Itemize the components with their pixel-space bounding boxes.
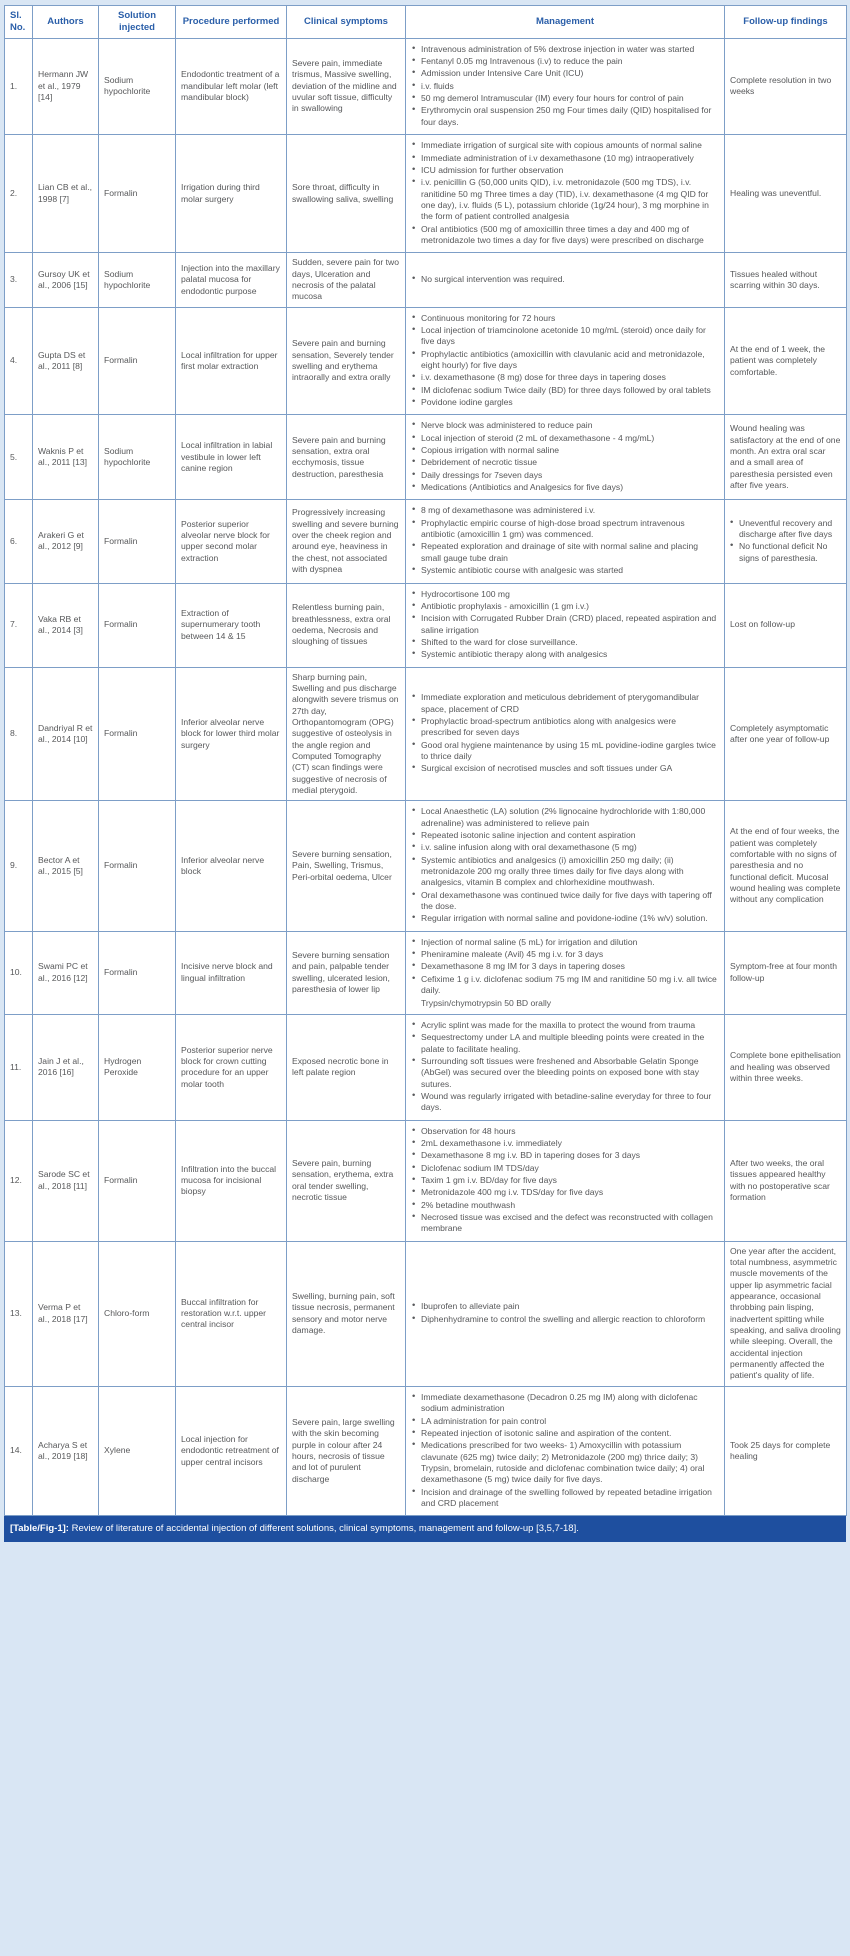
cell-clinical-symptoms: Exposed necrotic bone in left palate region xyxy=(287,1014,406,1120)
management-item: • Systemic antibiotic course with analgesic was started xyxy=(412,565,718,576)
cell-procedure-performed: Infiltration into the buccal mucosa for incisional biopsy xyxy=(176,1120,287,1241)
management-list xyxy=(412,274,718,285)
cell-solution-injected: Sodium hypochlorite xyxy=(99,38,176,134)
management-item: • 2mL dexamethasone i.v. immediately xyxy=(412,1138,718,1149)
cell-authors: Vaka RB et al., 2014 [3] xyxy=(33,583,99,667)
management-item: • Local injection of triamcinolone acetonide 10 mg/mL (steroid) once daily for five days xyxy=(412,325,718,348)
cell-management xyxy=(406,500,725,583)
management-list xyxy=(412,44,718,128)
cell-followup-findings xyxy=(725,135,847,253)
management-list xyxy=(412,692,718,774)
cell-procedure-performed: Injection into the maxillary palatal mucosa for endodontic purpose xyxy=(176,253,287,307)
management-list xyxy=(412,140,718,246)
management-item: • Shifted to the ward for close surveillance. xyxy=(412,637,718,648)
management-list xyxy=(412,1301,718,1325)
cell-followup-findings xyxy=(725,1014,847,1120)
cell-procedure-performed: Incisive nerve block and lingual infiltration xyxy=(176,931,287,1014)
table-row xyxy=(5,1241,847,1386)
cell-followup-findings xyxy=(725,583,847,667)
cell-sl-no: 13. xyxy=(5,1241,33,1386)
followup-text: At the end of four weeks, the patient was completely comfortable with no signs of paresthesia and no functional deficit. Mucosal wound healing was complete without any complication xyxy=(730,826,841,905)
management-item: • Surgical excision of necrotised muscles and soft tissues under GA xyxy=(412,763,718,774)
followup-text: After two weeks, the oral tissues appeared healthy with no postoperative scar formation xyxy=(730,1157,830,1202)
cell-procedure-performed: Buccal infiltration for restoration w.r.t. upper central incisor xyxy=(176,1241,287,1386)
followup-text: Symptom-free at four month follow-up xyxy=(730,961,837,983)
cell-management xyxy=(406,931,725,1014)
cell-clinical-symptoms: Swelling, burning pain, soft tissue necrosis, permanent sensory and motor nerve damage. xyxy=(287,1241,406,1386)
cell-solution-injected: Formalin xyxy=(99,583,176,667)
management-item: • Systemic antibiotics and analgesics (i) amoxicillin 250 mg daily; (ii) metronidazole 200 mg orally three times daily for five days along with analgesics, vitamin B complex and chlorhexidine mouthwash. xyxy=(412,855,718,889)
cell-clinical-symptoms: Severe pain, large swelling with the skin becoming purple in colour after 24 hours, necrosis of tissue and lot of purulent discharge xyxy=(287,1386,406,1515)
cell-sl-no: 2. xyxy=(5,135,33,253)
cell-clinical-symptoms: Severe pain, immediate trismus, Massive swelling, deviation of the midline and uvular soft tissue, difficulty in swallowing xyxy=(287,38,406,134)
management-item: • Continuous monitoring for 72 hours xyxy=(412,313,718,324)
cell-management xyxy=(406,415,725,500)
cell-solution-injected: Formalin xyxy=(99,931,176,1014)
cell-procedure-performed: Endodontic treatment of a mandibular left molar (left mandibular block) xyxy=(176,38,287,134)
management-item: • Oral antibiotics (500 mg of amoxicillin three times a day and 400 mg of metronidazole two times a day for five days) were prescribed on discharge xyxy=(412,224,718,247)
column-header: Follow-up findings xyxy=(725,6,847,39)
management-item: • Sequestrectomy under LA and multiple bleeding points were created in the palate to facilitate healing. xyxy=(412,1032,718,1055)
cell-authors: Arakeri G et al., 2012 [9] xyxy=(33,500,99,583)
table-row xyxy=(5,307,847,415)
column-header: Clinical symptoms xyxy=(287,6,406,39)
cell-followup-findings xyxy=(725,415,847,500)
management-item: • Admission under Intensive Care Unit (ICU) xyxy=(412,68,718,79)
cell-authors: Swami PC et al., 2016 [12] xyxy=(33,931,99,1014)
cell-clinical-symptoms: Sudden, severe pain for two days, Ulceration and necrosis of the palatal mucosa xyxy=(287,253,406,307)
cell-followup-findings xyxy=(725,500,847,583)
management-item: • Dexamethasone 8 mg IM for 3 days in tapering doses xyxy=(412,961,718,972)
cell-followup-findings xyxy=(725,1241,847,1386)
cell-sl-no: 8. xyxy=(5,667,33,801)
table-row xyxy=(5,135,847,253)
cell-procedure-performed: Irrigation during third molar surgery xyxy=(176,135,287,253)
management-item: • i.v. fluids xyxy=(412,81,718,92)
cell-management xyxy=(406,38,725,134)
cell-solution-injected: Xylene xyxy=(99,1386,176,1515)
cell-sl-no: 11. xyxy=(5,1014,33,1120)
management-item: • Taxim 1 gm i.v. BD/day for five days xyxy=(412,1175,718,1186)
cell-procedure-performed: Posterior superior nerve block for crown cutting procedure for an upper molar tooth xyxy=(176,1014,287,1120)
cell-solution-injected: Formalin xyxy=(99,135,176,253)
management-item: • Copious irrigation with normal saline xyxy=(412,445,718,456)
cell-followup-findings xyxy=(725,801,847,931)
management-item: • Good oral hygiene maintenance by using 15 mL povidine-iodine gargles twice to thrice daily xyxy=(412,740,718,763)
management-item: • Pheniramine maleate (Avil) 45 mg i.v. for 3 days xyxy=(412,949,718,960)
cell-followup-findings xyxy=(725,931,847,1014)
cell-solution-injected: Formalin xyxy=(99,1120,176,1241)
management-item: • Surrounding soft tissues were freshened and Absorbable Gelatin Sponge (AbGel) was secured over the bleeding points on exposed bone with stay sutures. xyxy=(412,1056,718,1090)
cell-clinical-symptoms: Relentless burning pain, breathlessness, extra oral oedema, Necrosis and sloughing of tissues xyxy=(287,583,406,667)
followup-text: Lost on follow-up xyxy=(730,619,795,630)
followup-text: Healing was uneventful. xyxy=(730,188,822,199)
table-caption-text: Review of literature of accidental injection of different solutions, clinical symptoms, management and follow-up [3,5,7-18]. xyxy=(68,1523,579,1535)
table-row xyxy=(5,1120,847,1241)
management-item: • 8 mg of dexamethasone was administered i.v. xyxy=(412,505,718,516)
cell-management xyxy=(406,1386,725,1515)
header-row xyxy=(5,6,847,39)
management-item: • Wound was regularly irrigated with betadine-saline everyday for three to four days. xyxy=(412,1091,718,1114)
cell-authors: Dandriyal R et al., 2014 [10] xyxy=(33,667,99,801)
table-caption-label: [Table/Fig-1]: xyxy=(10,1523,69,1535)
column-header: Procedure performed xyxy=(176,6,287,39)
followup-item: • No functional deficit No signs of paresthesia. xyxy=(730,541,841,564)
management-item: • Antibiotic prophylaxis - amoxicillin (1 gm i.v.) xyxy=(412,601,718,612)
management-item: • Incision and drainage of the swelling followed by repeated betadine irrigation and CRD placement xyxy=(412,1487,718,1510)
cell-clinical-symptoms: Sharp burning pain, Swelling and pus discharge alongwith severe trismus on 27th day, Orthopantomogram (OPG) suggestive of osteolysis in the angle region and Computed Tomography (CT) scan findings were suggestive of necrosis of medial pterygoid. xyxy=(287,667,406,801)
cell-clinical-symptoms: Sore throat, difficulty in swallowing saliva, swelling xyxy=(287,135,406,253)
cell-sl-no: 5. xyxy=(5,415,33,500)
column-header: Sl. No. xyxy=(5,6,33,39)
management-item: • Prophylactic broad-spectrum antibiotics along with analgesics were prescribed for seven days xyxy=(412,716,718,739)
followup-text: Complete bone epithelisation and healing was observed within three weeks. xyxy=(730,1050,841,1083)
cell-sl-no: 9. xyxy=(5,801,33,931)
cell-sl-no: 7. xyxy=(5,583,33,667)
cell-clinical-symptoms: Severe burning sensation and pain, palpable tender swelling, ulcerated lesion, paresthesia of lower lip xyxy=(287,931,406,1014)
cell-management xyxy=(406,583,725,667)
cell-solution-injected: Hydrogen Peroxide xyxy=(99,1014,176,1120)
table-row xyxy=(5,583,847,667)
management-item: • Diphenhydramine to control the swelling and allergic reaction to chloroform xyxy=(412,1314,718,1325)
management-item: • i.v. penicillin G (50,000 units QID), i.v. metronidazole (500 mg TDS), i.v. ranitidine 50 mg Three times a day (TID), i.v. dexamethasone (4 mg QID for one day), i.v. fluids (5 L), potassium chloride (1g/24 hour), 3 mg morphine in the form of patient controlled analgesia xyxy=(412,177,718,222)
cell-procedure-performed: Inferior alveolar nerve block for lower third molar surgery xyxy=(176,667,287,801)
cell-authors: Jain J et al., 2016 [16] xyxy=(33,1014,99,1120)
cell-management xyxy=(406,1241,725,1386)
management-item: • Necrosed tissue was excised and the defect was reconstructed with collagen membrane xyxy=(412,1212,718,1235)
management-item: • Systemic antibiotic therapy along with analgesics xyxy=(412,649,718,660)
column-header: Authors xyxy=(33,6,99,39)
management-item: • Prophylactic empiric course of high-dose broad spectrum intravenous antibiotic (amoxicillin 1 gm) was commenced. xyxy=(412,518,718,541)
cell-authors: Gursoy UK et al., 2006 [15] xyxy=(33,253,99,307)
cell-solution-injected: Formalin xyxy=(99,500,176,583)
cell-sl-no: 10. xyxy=(5,931,33,1014)
cell-clinical-symptoms: Severe burning sensation, Pain, Swelling, Trismus, Peri-orbital oedema, Ulcer xyxy=(287,801,406,931)
cell-sl-no: 12. xyxy=(5,1120,33,1241)
cell-authors: Hermann JW et al., 1979 [14] xyxy=(33,38,99,134)
management-list xyxy=(412,589,718,661)
management-item: • i.v. dexamethasone (8 mg) dose for three days in tapering doses xyxy=(412,372,718,383)
management-item: • Daily dressings for 7seven days xyxy=(412,470,718,481)
cell-solution-injected: Sodium hypochlorite xyxy=(99,253,176,307)
cell-followup-findings xyxy=(725,38,847,134)
table-row xyxy=(5,500,847,583)
cell-management xyxy=(406,1120,725,1241)
management-item: • Immediate exploration and meticulous debridement of pterygomandibular space, placement of CRD xyxy=(412,692,718,715)
followup-text: Complete resolution in two weeks xyxy=(730,75,832,97)
table-row xyxy=(5,667,847,801)
followup-text: Tissues healed without scarring within 30 days. xyxy=(730,268,820,290)
management-list xyxy=(412,806,718,924)
cell-management xyxy=(406,253,725,307)
cell-sl-no: 6. xyxy=(5,500,33,583)
management-item: • Cefixime 1 g i.v. diclofenac sodium 75 mg IM and ranitidine 50 mg i.v. all twice daily. xyxy=(412,974,718,997)
management-item: • 2% betadine mouthwash xyxy=(412,1200,718,1211)
management-item: • Regular irrigation with normal saline and povidone-iodine (1% w/v) solution. xyxy=(412,913,718,924)
cell-solution-injected: Formalin xyxy=(99,667,176,801)
management-item: • Prophylactic antibiotics (amoxicillin with clavulanic acid and metronidazole, eight hourly) for five days xyxy=(412,349,718,372)
cell-authors: Verma P et al., 2018 [17] xyxy=(33,1241,99,1386)
cell-sl-no: 4. xyxy=(5,307,33,415)
cell-sl-no: 14. xyxy=(5,1386,33,1515)
management-item: • i.v. saline infusion along with oral dexamethasone (5 mg) xyxy=(412,842,718,853)
cell-clinical-symptoms: Severe pain and burning sensation, extra oral ecchymosis, tissue destruction, paresthesia xyxy=(287,415,406,500)
management-note: Trypsin/chymotrypsin 50 BD orally xyxy=(421,997,552,1008)
followup-text: At the end of 1 week, the patient was completely comfortable. xyxy=(730,343,826,377)
management-list xyxy=(412,420,718,493)
followup-text: Completely asymptomatic after one year of follow-up xyxy=(730,722,830,744)
management-item: • Local injection of steroid (2 mL of dexamethasone - 4 mg/mL) xyxy=(412,433,718,444)
cell-authors: Lian CB et al., 1998 [7] xyxy=(33,135,99,253)
cell-solution-injected: Formalin xyxy=(99,307,176,415)
cell-procedure-performed: Inferior alveolar nerve block xyxy=(176,801,287,931)
table-row xyxy=(5,253,847,307)
cell-management xyxy=(406,135,725,253)
management-list xyxy=(412,937,718,997)
management-list xyxy=(412,313,718,409)
cell-authors: Bector A et al., 2015 [5] xyxy=(33,801,99,931)
table-row xyxy=(5,38,847,134)
management-item: • 50 mg demerol Intramuscular (IM) every four hours for control of pain xyxy=(412,93,718,104)
management-item: • IM diclofenac sodium Twice daily (BD) for three days followed by oral tablets xyxy=(412,385,718,396)
management-item: • Debridement of necrotic tissue xyxy=(412,457,718,468)
management-item: • LA administration for pain control xyxy=(412,1416,718,1427)
followup-text: Wound healing was satisfactory at the end of one month. An extra oral scar and a small area of paresthesia persisted even after five years. xyxy=(730,423,841,491)
management-item: • Nerve block was administered to reduce pain xyxy=(412,420,718,431)
table-row xyxy=(5,415,847,500)
cell-management xyxy=(406,1014,725,1120)
cell-procedure-performed: Local injection for endodontic retreatment of upper central incisors xyxy=(176,1386,287,1515)
cell-followup-findings xyxy=(725,1120,847,1241)
management-item: • Oral dexamethasone was continued twice daily for five days with tapering off the dose. xyxy=(412,890,718,913)
table-row xyxy=(5,931,847,1014)
cell-sl-no: 1. xyxy=(5,38,33,134)
management-item: • Repeated exploration and drainage of site with normal saline and placing small gauge tube drain xyxy=(412,541,718,564)
table-row xyxy=(5,1014,847,1120)
management-list xyxy=(412,1126,718,1235)
cell-authors: Acharya S et al., 2019 [18] xyxy=(33,1386,99,1515)
management-list xyxy=(412,1020,718,1114)
management-item: • Erythromycin oral suspension 250 mg Four times daily (QID) hospitalised for four days. xyxy=(412,105,718,128)
management-item: • Repeated isotonic saline injection and content aspiration xyxy=(412,830,718,841)
management-item: • Acrylic splint was made for the maxilla to protect the wound from trauma xyxy=(412,1020,718,1031)
management-item: • Repeated injection of isotonic saline and aspiration of the content. xyxy=(412,1428,718,1439)
cell-followup-findings xyxy=(725,253,847,307)
cell-clinical-symptoms: Progressively increasing swelling and severe burning over the cheek region and around eye, heaviness in the chest, not associated with dyspnea xyxy=(287,500,406,583)
cell-sl-no: 3. xyxy=(5,253,33,307)
management-item: • Incision with Corrugated Rubber Drain (CRD) placed, repeated aspiration and saline irrigation xyxy=(412,613,718,636)
literature-review-table xyxy=(4,5,847,1516)
table-row xyxy=(5,1386,847,1515)
cell-procedure-performed: Extraction of supernumerary tooth between 14 & 15 xyxy=(176,583,287,667)
cell-authors: Waknis P et al., 2011 [13] xyxy=(33,415,99,500)
management-list xyxy=(412,1392,718,1509)
table-caption xyxy=(4,1516,846,1541)
cell-followup-findings xyxy=(725,667,847,801)
cell-authors: Sarode SC et al., 2018 [11] xyxy=(33,1120,99,1241)
management-item: • Medications prescribed for two weeks- 1) Amoxycillin with potassium clavunate (625 mg) twice daily; 2) Metronidazole (200 mg) thrice daily; 3) Trypsin, bromelain, rutoside and diclofenac combination twice daily; 4) oral dexamethasone (5 mg) twice daily for five days. xyxy=(412,1440,718,1485)
cell-followup-findings xyxy=(725,1386,847,1515)
cell-procedure-performed: Posterior superior alveolar nerve block for upper second molar extraction xyxy=(176,500,287,583)
management-item: • Fentanyl 0.05 mg Intravenous (i.v) to reduce the pain xyxy=(412,56,718,67)
management-list xyxy=(412,505,718,576)
management-item: • Observation for 48 hours xyxy=(412,1126,718,1137)
management-item: • Intravenous administration of 5% dextrose injection in water was started xyxy=(412,44,718,55)
cell-solution-injected: Chloro-form xyxy=(99,1241,176,1386)
cell-clinical-symptoms: Severe pain and burning sensation, Severely tender swelling and erythema intraorally and extra orally xyxy=(287,307,406,415)
table-row xyxy=(5,801,847,931)
cell-followup-findings xyxy=(725,307,847,415)
cell-management xyxy=(406,667,725,801)
management-item: • Injection of normal saline (5 mL) for irrigation and dilution xyxy=(412,937,718,948)
cell-procedure-performed: Local infiltration in labial vestibule in lower left canine region xyxy=(176,415,287,500)
management-item: • Immediate irrigation of surgical site with copious amounts of normal saline xyxy=(412,140,718,151)
management-item: • Medications (Antibiotics and Analgesics for five days) xyxy=(412,482,718,493)
management-item: • Ibuprofen to alleviate pain xyxy=(412,1301,718,1312)
management-item: • Povidone iodine gargles xyxy=(412,397,718,408)
management-item: • Diclofenac sodium IM TDS/day xyxy=(412,1163,718,1174)
followup-list xyxy=(730,518,841,564)
management-item: • ICU admission for further observation xyxy=(412,165,718,176)
followup-text: Took 25 days for complete healing xyxy=(730,1439,831,1462)
cell-management xyxy=(406,801,725,931)
management-item: • Metronidazole 400 mg i.v. TDS/day for five days xyxy=(412,1187,718,1198)
followup-item: • Uneventful recovery and discharge after five days xyxy=(730,518,841,541)
cell-solution-injected: Formalin xyxy=(99,801,176,931)
management-item: • Hydrocortisone 100 mg xyxy=(412,589,718,600)
cell-procedure-performed: Local infiltration for upper first molar extraction xyxy=(176,307,287,415)
cell-solution-injected: Sodium hypochlorite xyxy=(99,415,176,500)
management-item: • Immediate administration of i.v dexamethasone (10 mg) intraoperatively xyxy=(412,153,718,164)
cell-clinical-symptoms: Severe pain, burning sensation, erythema, extra oral tender swelling, necrotic tissue xyxy=(287,1120,406,1241)
table-body xyxy=(5,38,847,1516)
followup-text: One year after the accident, total numbness, asymmetric muscle movements of the upper lip asymmetric facial appearance, occasional throbbing pain lisping, inadvertent spitting while speaking, and saliva drooling while sleeping. Overall, the accidental injection permanently affected the patient's quality of life. xyxy=(730,1245,841,1381)
management-item: • Local Anaesthetic (LA) solution (2% lignocaine hydrochloride with 1:80,000 adrenaline) was administered to relieve pain xyxy=(412,806,718,829)
column-header: Solution injected xyxy=(99,6,176,39)
management-item: • Immediate dexamethasone (Decadron 0.25 mg IM) along with diclofenac sodium administration xyxy=(412,1392,718,1415)
cell-management xyxy=(406,307,725,415)
column-header: Management xyxy=(406,6,725,39)
cell-authors: Gupta DS et al., 2011 [8] xyxy=(33,307,99,415)
management-item: • Dexamethasone 8 mg i.v. BD in tapering doses for 3 days xyxy=(412,1150,718,1161)
management-item: • No surgical intervention was required. xyxy=(412,274,718,285)
